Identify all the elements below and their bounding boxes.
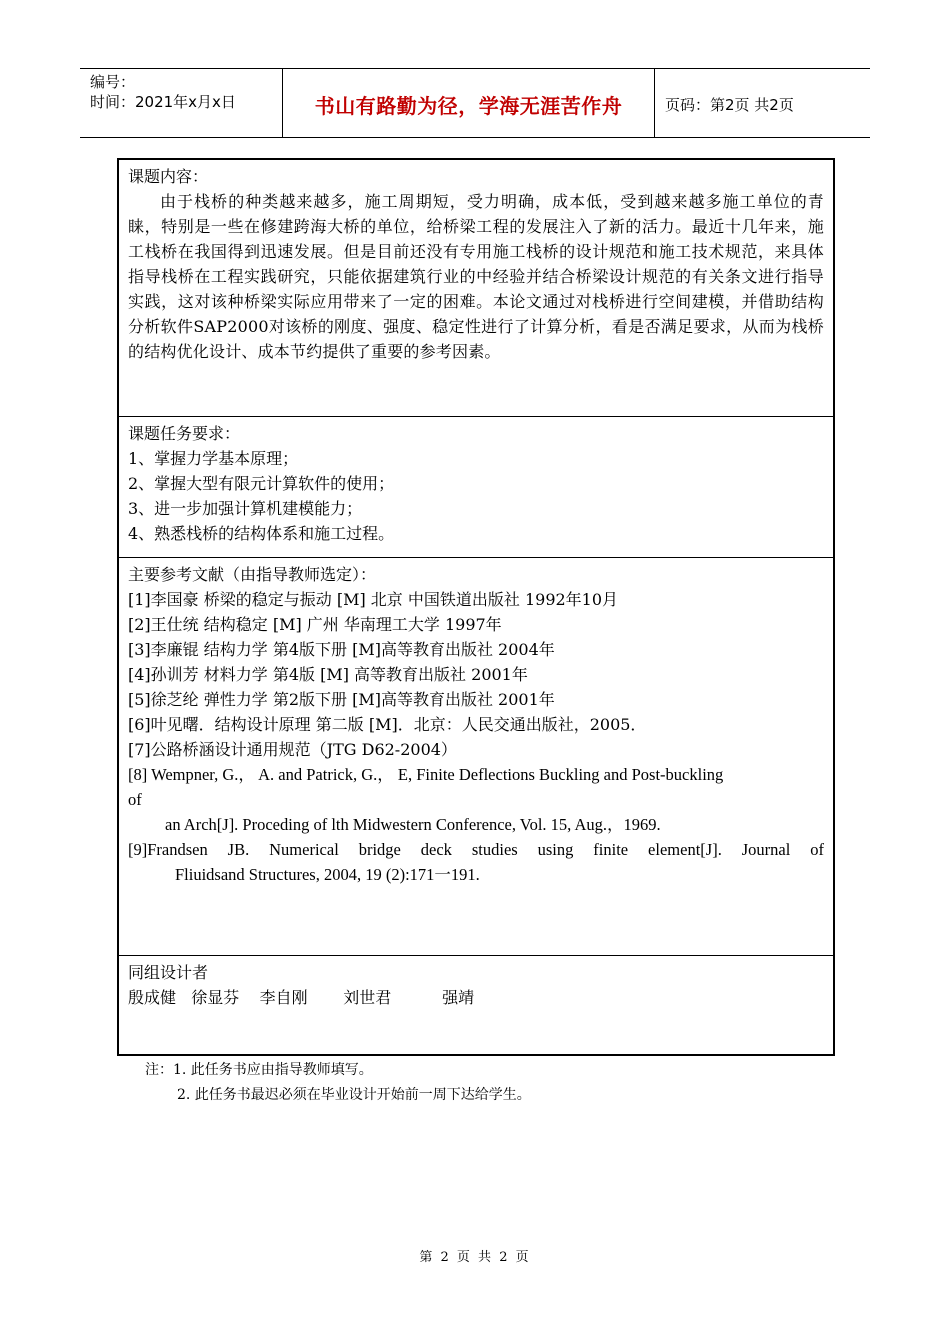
note-line-2: 2. 此任务书最迟必须在毕业设计开始前一周下达给学生。	[177, 1087, 531, 1103]
references-heading: 主要参考文献（由指导教师选定）：	[128, 565, 377, 584]
document-header	[80, 68, 870, 138]
motto-text: 书山有路勤为径，学海无涯苦作舟	[314, 94, 623, 118]
reference-8-line1: [8] Wempner, G.， A. and Patrick, G.， E, Finite Deflections Buckling and Post-buckling	[128, 765, 724, 784]
references-section	[119, 557, 833, 956]
reference-item: [7]公路桥涵设计通用规范（JTG D62-2004）	[128, 740, 457, 759]
header-page-cell	[655, 69, 870, 137]
requirement-item: 2、掌握大型有限元计算软件的使用；	[128, 474, 395, 493]
reference-9-line1: [9]Frandsen JB. Numerical bridge deck studies using finite element[J]. Journal of	[128, 840, 824, 859]
content-heading: 课题内容：	[128, 167, 209, 186]
designers-names: 殷成健 徐显芬 李自刚 刘世君 强靖	[128, 988, 475, 1007]
date-label: 时间：2021年x月x日	[90, 93, 236, 111]
requirement-item: 4、熟悉栈桥的结构体系和施工过程。	[128, 524, 395, 543]
designers-heading: 同组设计者	[128, 963, 209, 982]
content-paragraph: 由于栈桥的种类越来越多，施工周期短，受力明确，成本低，受到越来越多施工单位的青睐，特别是一些在修建跨海大桥的单位，给桥梁工程的发展注入了新的活力。最近十几年来，施工栈桥在我国得到迅速发展。但是目前还没有专用施工栈桥的设计规范和施工技术规范，来具体指导栈桥在工程实践研究，只能依据建筑行业的中经验并结合桥梁设计规范的有关条文进行指导实践，这对该种桥梁实际应用带来了一定的困难。本论文通过对栈桥进行空间建模，并借助结构分析软件SAP2000对该桥的刚度、强度、稳定性进行了计算分析，看是否满足要求，从而为栈桥的结构优化设计、成本节约提供了重要的参考因素。	[128, 192, 824, 361]
reference-item: [2]王仕统 结构稳定 [M] 广州 华南理工大学 1997年	[128, 615, 502, 634]
requirements-section	[119, 416, 833, 558]
page-code: 页码：第2页 共2页	[665, 96, 794, 114]
reference-item: [1]李国豪 桥梁的稳定与振动 [M] 北京 中国铁道出版社 1992年10月	[128, 590, 619, 609]
requirements-heading: 课题任务要求：	[128, 424, 241, 443]
note-line-1: 注：1. 此任务书应由指导教师填写。	[145, 1062, 373, 1078]
page-footer: 第 2 页 共 2 页	[419, 1250, 531, 1265]
number-label: 编号：	[90, 73, 136, 91]
reference-item: [3]李廉锟 结构力学 第4版下册 [M]高等教育出版社 2004年	[128, 640, 555, 659]
notes	[145, 1058, 531, 1108]
requirement-item: 3、进一步加强计算机建模能力；	[128, 499, 363, 518]
reference-8-line3: an Arch[J]. Proceding of lth Midwestern Conference, Vol. 15, Aug.，1969.	[165, 815, 661, 834]
task-table	[117, 158, 835, 1056]
header-info-cell	[80, 69, 283, 137]
requirement-item: 1、掌握力学基本原理；	[128, 449, 299, 468]
reference-item: [6]叶见曙．结构设计原理 第二版 [M]．北京：人民交通出版社，2005．	[128, 715, 647, 734]
designers-section	[119, 955, 833, 1055]
content-section	[119, 160, 833, 416]
reference-item: [4]孙训芳 材料力学 第4版 [M] 高等教育出版社 2001年	[128, 665, 528, 684]
reference-8-line2: of	[128, 790, 142, 809]
header-motto-cell	[283, 69, 655, 137]
reference-9-line2: Fliuidsand Structures, 2004, 19 (2):171一191.	[175, 865, 480, 884]
reference-item: [5]徐芝纶 弹性力学 第2版下册 [M]高等教育出版社 2001年	[128, 690, 555, 709]
